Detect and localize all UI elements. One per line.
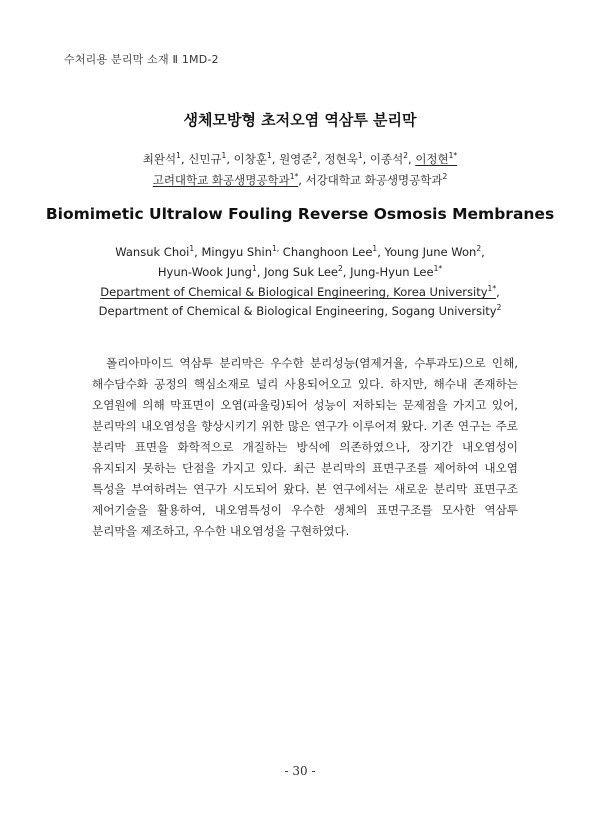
- corresponding-author-en: Jung-Hyun Lee$^{1*}$: [350, 264, 443, 279]
- affiliations-korean: 고려대학교 화공생명공학과$^{1*}$, 서강대학교 화공생명공학과$^2$: [152, 172, 448, 187]
- author-ko: 신민규$^1$,: [188, 151, 234, 166]
- page-number: - 30 -: [284, 764, 316, 778]
- affiliation-english-2: Department of Chemical & Biological Engineering, Sogang University$^2$: [98, 303, 502, 318]
- author-ko: 이창훈$^1$,: [233, 151, 280, 166]
- author-ko: 정현욱$^1$,: [324, 151, 370, 166]
- corresponding-author-ko: 이정현$^{1*}$: [415, 151, 458, 166]
- title-korean: 생체모방형 초저오염 역삼투 분리막: [183, 111, 417, 129]
- author-en: Hyun-Wook Jung$^1$,: [157, 264, 265, 279]
- affiliation-ko-1: 고려대학교 화공생명공학과$^{1*}$: [152, 172, 299, 187]
- author-en: Jong Suk Lee$^2$,: [264, 264, 351, 279]
- authors-english-line-1: [0, 245, 600, 259]
- affiliation-english-1: Department of Chemical & Biological Engineering, Korea University$^{1*}$,: [100, 284, 500, 299]
- affiliation-ko-2: 서강대학교 화공생명공학과$^2$: [305, 172, 448, 187]
- author-en: Wansuk Choi$^1$,: [115, 244, 202, 259]
- author-ko: 원영준$^2$,: [279, 151, 325, 166]
- running-header: 수처리용 분리막 소재 Ⅱ 1MD-2: [64, 53, 219, 66]
- authors-english-line-2: [0, 265, 600, 279]
- author-ko: 최완석$^1$,: [142, 151, 189, 166]
- title-english: Biomimetic Ultralow Fouling Reverse Osmosis Membranes: [45, 205, 555, 223]
- author-en: Changhoon Lee$^1$,: [282, 244, 385, 259]
- abstract-paragraph: 폴리아마이드 역삼투 분리막은 우수한 분리성능(염제거율, 수투과도)으로 인해, 해수담수화 공정의 핵심소재로 널리 사용되어오고 있다. 하지만, 해수내 존재하는 오염원에 의해 막표면이 오염(파울링)되어 성능이 저하되는 문제점을 가지고 있어, 분리막의 내오염성을 향상시키기 위한 많은 연구가 이루어져 왔다. 기존 연구는 주로 분리막 표면을 화학적으로 개질하는 방식에 의존하였으나, 장기간 내오염성이 유지되지 못하는 단점을 가지고 있다. 최근 분리막의 표면구조를 제어하여 내오염 특성을 부여하려는 연구가 시도되어 왔다. 본 연구에서는 새로운 분리막 표면구조 제어기술을 활용하여, 내오염특성이 우수한 생체의 표면구조를 모사한 역삼투 분리막을 제조하고, 우수한 내오염성을 구현하였다.: [92, 355, 518, 538]
- author-en: Mingyu Shin$^{1,}$: [201, 244, 280, 259]
- author-en: Young June Won$^2$,: [384, 244, 485, 259]
- authors-korean: [0, 151, 600, 167]
- author-ko: 이종석$^2$,: [369, 151, 416, 166]
